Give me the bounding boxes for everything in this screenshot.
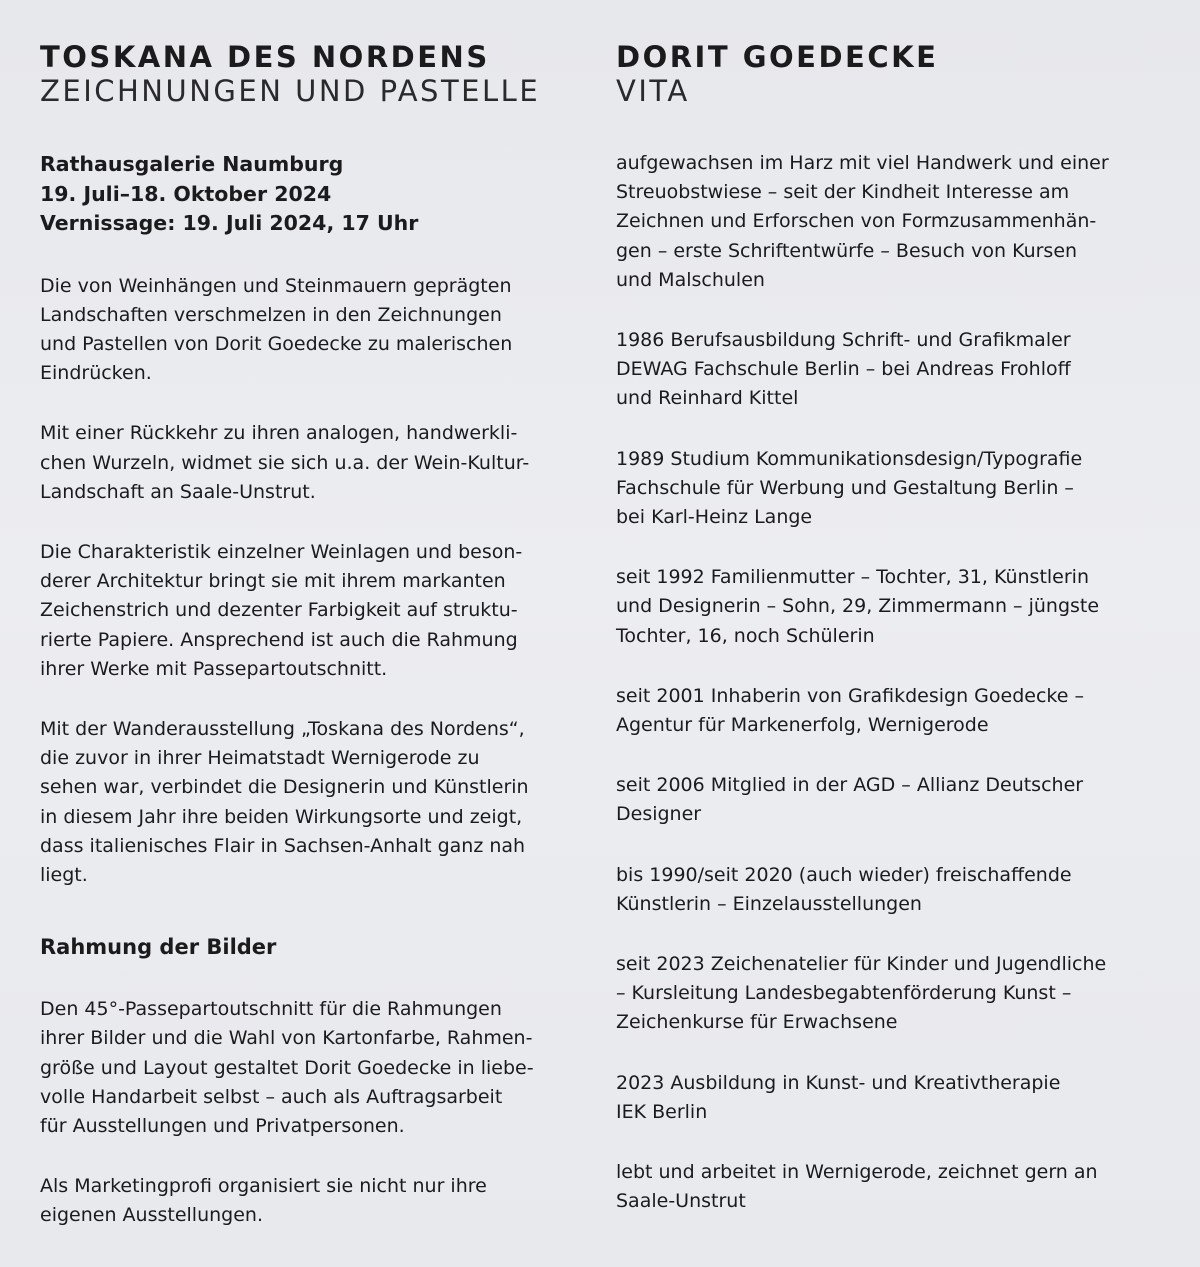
text-line: gen – erste Schriftentwürfe – Besuch von Kursen bbox=[616, 239, 1078, 262]
text-line: seit 2023 Zeichenatelier für Kinder und Jugendliche bbox=[616, 953, 1107, 976]
vita-entry bbox=[616, 771, 1176, 829]
intro-paragraph-2 bbox=[40, 419, 580, 507]
exhibition-subtitle: ZEICHNUNGEN UND PASTELLE bbox=[40, 74, 541, 108]
text-line: DEWAG Fachschule Berlin – bei Andreas Frohloff bbox=[616, 358, 1071, 381]
text-line: aufgewachsen im Harz mit viel Handwerk und einer bbox=[616, 152, 1109, 174]
text-line: rierte Papiere. Ansprechend ist auch die Rahmung bbox=[40, 628, 518, 651]
text-line: Den 45°-Passepartoutschnitt für die Rahmungen bbox=[40, 998, 502, 1021]
text-line: und Malschulen bbox=[616, 268, 765, 291]
text-line: Streuobstwiese – seit der Kindheit Interesse am bbox=[616, 181, 1070, 204]
text-line: und Reinhard Kittel bbox=[616, 387, 799, 410]
vita-entry bbox=[616, 950, 1176, 1038]
text-line: Agentur für Markenerfolg, Wernigerode bbox=[616, 714, 989, 737]
text-line: seit 2006 Mitglied in der AGD – Allianz Deutscher bbox=[616, 774, 1084, 797]
vita-heading: VITA bbox=[616, 74, 690, 108]
text-line: für Ausstellungen und Privatpersonen. bbox=[40, 1114, 405, 1137]
text-line: IEK Berlin bbox=[616, 1100, 708, 1123]
event-opening: Vernissage: 19. Juli 2024, 17 Uhr bbox=[40, 211, 419, 235]
artist-name: DORIT GOEDECKE bbox=[616, 40, 939, 74]
vita-entry bbox=[616, 1158, 1176, 1216]
vita-column bbox=[616, 40, 1176, 1216]
text-line: sehen war, verbindet die Designerin und Künstlerin bbox=[40, 776, 529, 799]
section-heading-framing: Rahmung der Bilder bbox=[40, 935, 277, 960]
text-line: volle Handarbeit selbst – auch als Auftragsarbeit bbox=[40, 1085, 503, 1108]
text-line: größe und Layout gestaltet Dorit Goedecke in liebe- bbox=[40, 1056, 534, 1079]
text-line: Die von Weinhängen und Steinmauern geprägten bbox=[40, 274, 512, 297]
framing-paragraph-2 bbox=[40, 1172, 580, 1230]
text-line: chen Wurzeln, widmet sie sich u.a. der Wein-Kultur- bbox=[40, 451, 530, 474]
text-line: und Designerin – Sohn, 29, Zimmermann – jüngste bbox=[616, 595, 1100, 618]
vita-entry bbox=[616, 563, 1176, 651]
framing-paragraph-1 bbox=[40, 995, 580, 1141]
exhibition-column bbox=[40, 40, 580, 1231]
text-line: lebt und arbeitet in Wernigerode, zeichnet gern an bbox=[616, 1161, 1098, 1184]
event-venue: Rathausgalerie Naumburg bbox=[40, 152, 344, 176]
text-line: liegt. bbox=[40, 863, 88, 886]
text-line: eigenen Ausstellungen. bbox=[40, 1204, 263, 1227]
text-line: Zeichenkurse für Erwachsene bbox=[616, 1011, 898, 1034]
text-line: Mit der Wanderausstellung „Toskana des Nordens“, bbox=[40, 717, 525, 740]
text-line: seit 2001 Inhaberin von Grafikdesign Goedecke – bbox=[616, 684, 1084, 707]
text-line: Designer bbox=[616, 803, 702, 826]
vita-entry bbox=[616, 1069, 1176, 1127]
text-line: Mit einer Rückkehr zu ihren analogen, handwerkli- bbox=[40, 422, 518, 445]
text-line: bis 1990/seit 2020 (auch wieder) freischaffende bbox=[616, 863, 1072, 886]
vita-entry bbox=[616, 445, 1176, 533]
text-line: 1989 Studium Kommunikationsdesign/Typografie bbox=[616, 447, 1083, 470]
text-line: 2023 Ausbildung in Kunst- und Kreativtherapie bbox=[616, 1071, 1061, 1094]
text-line: Saale-Unstrut bbox=[616, 1190, 746, 1213]
event-dates: 19. Juli–18. Oktober 2024 bbox=[40, 181, 332, 206]
text-line: Als Marketingprofi organisiert sie nicht nur ihre bbox=[40, 1175, 487, 1198]
text-line: seit 1992 Familienmutter – Tochter, 31, Künstlerin bbox=[616, 566, 1090, 589]
vita-entry bbox=[616, 149, 1176, 295]
text-line: Landschaften verschmelzen in den Zeichnungen bbox=[40, 303, 502, 326]
text-line: die zuvor in ihrer Heimatstadt Wernigerode zu bbox=[40, 747, 480, 770]
text-line: ihrer Werke mit Passepartoutschnitt. bbox=[40, 657, 388, 680]
text-line: bei Karl-Heinz Lange bbox=[616, 506, 813, 529]
text-line: ihrer Bilder und die Wahl von Kartonfarbe, Rahmen- bbox=[40, 1027, 533, 1050]
vita-entry bbox=[616, 861, 1176, 919]
text-line: Zeichnen und Erforschen von Formzusammenhän- bbox=[616, 210, 1097, 233]
event-info bbox=[40, 150, 580, 239]
vita-entry bbox=[616, 326, 1176, 414]
text-line: dass italienisches Flair in Sachsen-Anhalt ganz nah bbox=[40, 834, 526, 857]
text-line: Künstlerin – Einzelausstellungen bbox=[616, 892, 922, 915]
text-line: 1986 Berufsausbildung Schrift- und Grafikmaler bbox=[616, 329, 1071, 352]
text-line: – Kursleitung Landesbegabtenförderung Kunst – bbox=[616, 982, 1072, 1005]
text-line: Landschaft an Saale-Unstrut. bbox=[40, 480, 316, 503]
text-line: Die Charakteristik einzelner Weinlagen und beson- bbox=[40, 540, 523, 563]
intro-paragraph-4 bbox=[40, 715, 580, 890]
vita-entry bbox=[616, 682, 1176, 740]
text-line: Eindrücken. bbox=[40, 362, 152, 385]
intro-paragraph-3 bbox=[40, 538, 580, 684]
intro-paragraph-1 bbox=[40, 272, 580, 389]
text-line: in diesem Jahr ihre beiden Wirkungsorte und zeigt, bbox=[40, 805, 523, 828]
text-line: Tochter, 16, noch Schülerin bbox=[616, 624, 875, 647]
exhibition-title: TOSKANA DES NORDENS bbox=[40, 40, 490, 74]
text-line: derer Architektur bringt sie mit ihrem markanten bbox=[40, 570, 506, 593]
text-line: und Pastellen von Dorit Goedecke zu malerischen bbox=[40, 332, 513, 355]
text-line: Zeichenstrich und dezenter Farbigkeit auf struktu- bbox=[40, 599, 518, 622]
text-line: Fachschule für Werbung und Gestaltung Berlin – bbox=[616, 476, 1074, 499]
